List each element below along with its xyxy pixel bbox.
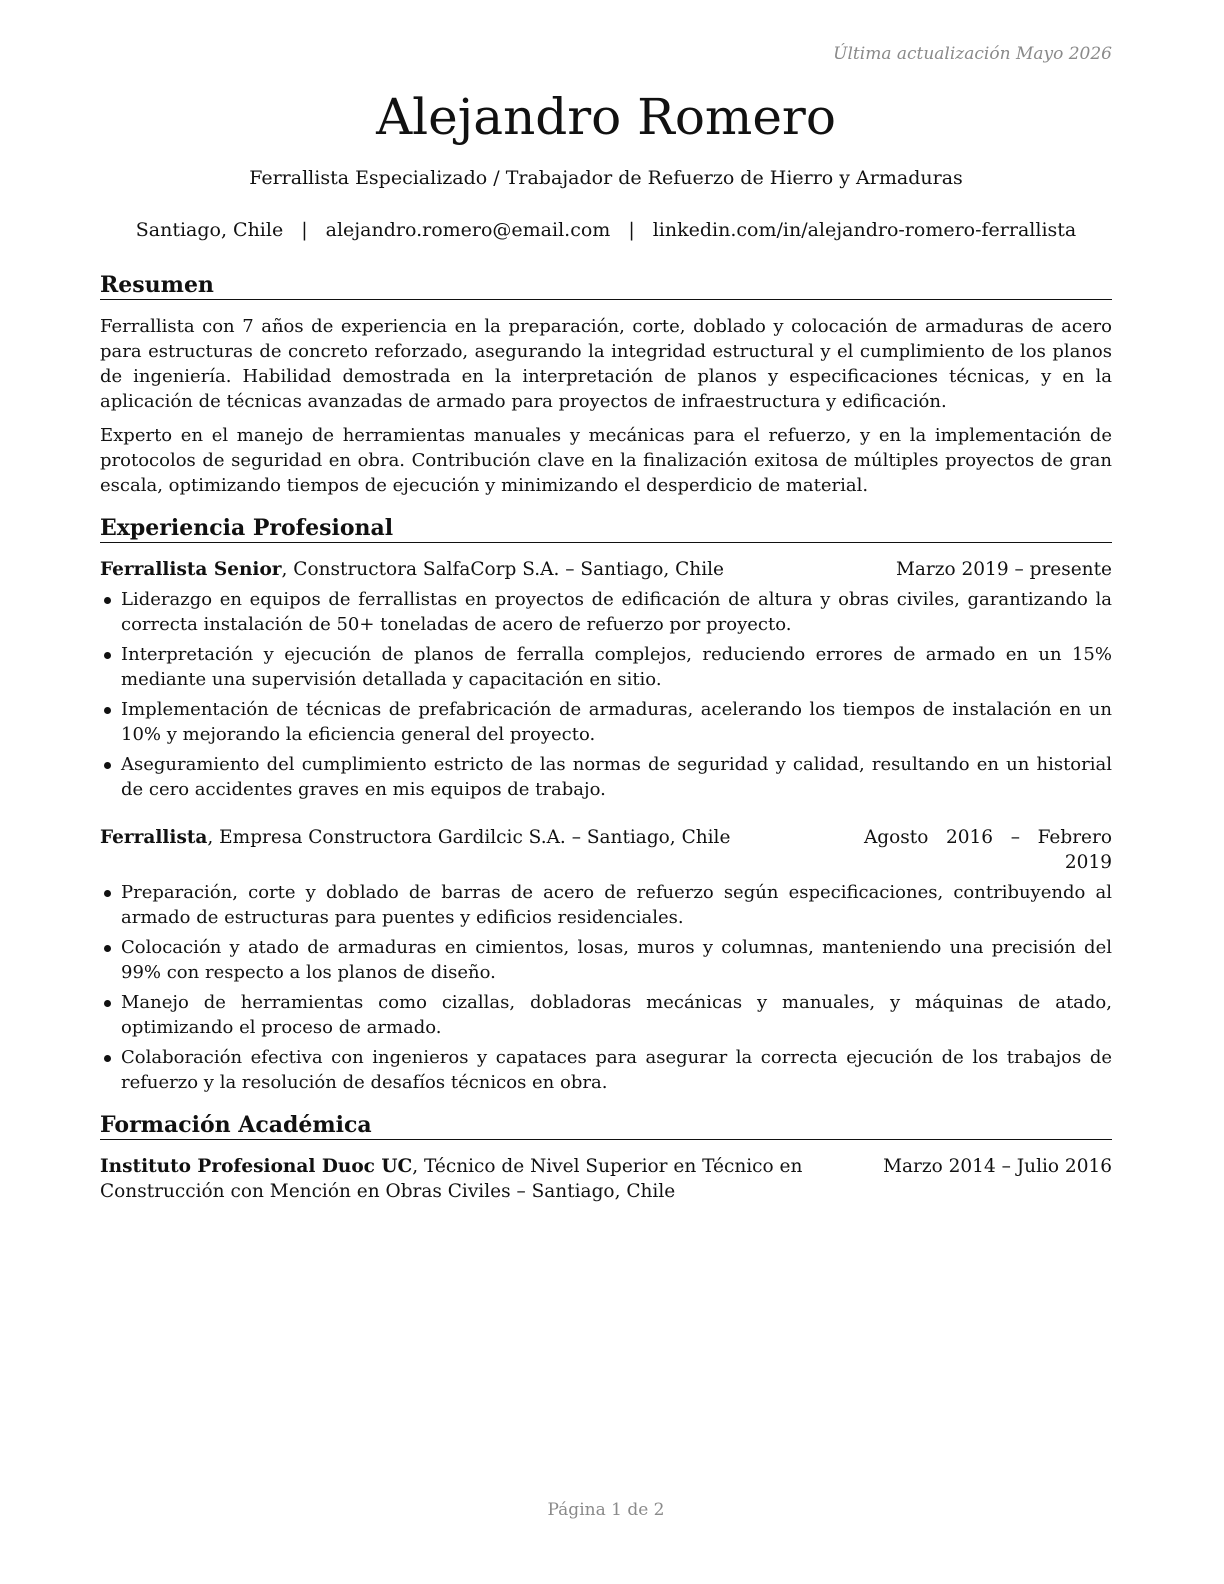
- list-item: Liderazgo en equipos de ferrallistas en proyectos de edificación de altura y obras civiles, garantizando la correcta instalación de 50+ toneladas de acero de refuerzo por proyecto.: [100, 587, 1112, 637]
- job-role: Ferrallista Senior: [100, 559, 282, 580]
- list-item: Colaboración efectiva con ingenieros y capataces para asegurar la correcta ejecución de los trabajos de refuerzo y la resolución de desafíos técnicos en obra.: [100, 1045, 1112, 1095]
- job-heading: [100, 557, 724, 582]
- job-bullets: [100, 880, 1112, 1100]
- list-item: Colocación y atado de armaduras en cimientos, losas, muros y columnas, manteniendo una precisión del 99% con respecto a los planos de diseño.: [100, 935, 1112, 985]
- section-title-experience: Experiencia Profesional: [100, 514, 1112, 543]
- contact-separator: |: [301, 219, 308, 241]
- job-role: Ferrallista: [100, 827, 208, 848]
- list-item: Interpretación y ejecución de planos de ferralla complejos, reduciendo errores de armado en un 15% mediante una supervisión detallada y capacitación en sitio.: [100, 642, 1112, 692]
- candidate-title: Ferrallista Especializado / Trabajador de Refuerzo de Hierro y Armaduras: [249, 167, 963, 189]
- list-item: Manejo de herramientas como cizallas, dobladoras mecánicas y manuales, y máquinas de atado, optimizando el proceso de armado.: [100, 990, 1112, 1040]
- contact-location: Santiago, Chile: [135, 219, 284, 241]
- summary-paragraph: Experto en el manejo de herramientas manuales y mecánicas para el refuerzo, y en la implementación de protocolos de seguridad en obra. Contribución clave en la finalización exitosa de múltiples proyectos de gran escala, optimizando tiempos de ejecución y minimizando el desperdicio de material.: [100, 425, 1112, 496]
- education-heading: [100, 1154, 890, 1204]
- candidate-name: Alejandro Romero: [376, 88, 836, 146]
- contact-email[interactable]: alejandro.romero@email.com: [325, 219, 611, 241]
- job-company: , Empresa Constructora Gardilcic S.A. – Santiago, Chile: [207, 827, 731, 848]
- education-dates: Marzo 2014 – Julio 2016: [883, 1156, 1112, 1177]
- job-header: [100, 825, 1112, 875]
- section-title-summary: Resumen: [100, 271, 1112, 300]
- job-dates: [864, 825, 1112, 875]
- job-heading: [100, 825, 730, 850]
- job-dates-line: Agosto 2016 – Febrero: [863, 827, 1112, 848]
- contact-separator: |: [628, 219, 635, 241]
- job-bullets: [100, 587, 1112, 807]
- section-title-education: Formación Académica: [100, 1111, 1112, 1140]
- education-degree: , Técnico de Nivel Superior en Técnico en Construcción con Mención en Obras Civiles – Santiago, Chile: [100, 1156, 803, 1202]
- list-item: Aseguramiento del cumplimiento estricto de las normas de seguridad y calidad, resultando en un historial de cero accidentes graves en mis equipos de trabajo.: [100, 752, 1112, 802]
- page-number: Página 1 de 2: [547, 1500, 665, 1520]
- summary-paragraph: Ferrallista con 7 años de experiencia en la preparación, corte, doblado y colocación de armaduras de acero para estructuras de concreto reforzado, asegurando la integridad estructural y el cumplimiento de los planos de ingeniería. Habilidad demostrada en la interpretación de planos y especificaciones técnicas, y en la aplicación de técnicas avanzadas de armado para proyectos de infraestructura y edificación.: [100, 316, 1112, 412]
- contact-linkedin[interactable]: linkedin.com/in/alejandro-romero-ferrallista: [652, 219, 1077, 241]
- contact-line: [100, 219, 1112, 241]
- job-dates-line: 2019: [1064, 852, 1112, 873]
- education-institution: Instituto Profesional Duoc UC: [100, 1156, 413, 1177]
- job-dates: Marzo 2019 – presente: [895, 559, 1112, 580]
- list-item: Implementación de técnicas de prefabricación de armaduras, acelerando los tiempos de instalación en un 10% y mejorando la eficiencia general del proyecto.: [100, 697, 1112, 747]
- last-updated: Última actualización Mayo 2026: [833, 44, 1112, 64]
- job-company: , Constructora SalfaCorp S.A. – Santiago, Chile: [281, 559, 724, 580]
- resume-page: [100, 0, 1112, 1584]
- list-item: Preparación, corte y doblado de barras de acero de refuerzo según especificaciones, contribuyendo al armado de estructuras para puentes y edificios residenciales.: [100, 880, 1112, 930]
